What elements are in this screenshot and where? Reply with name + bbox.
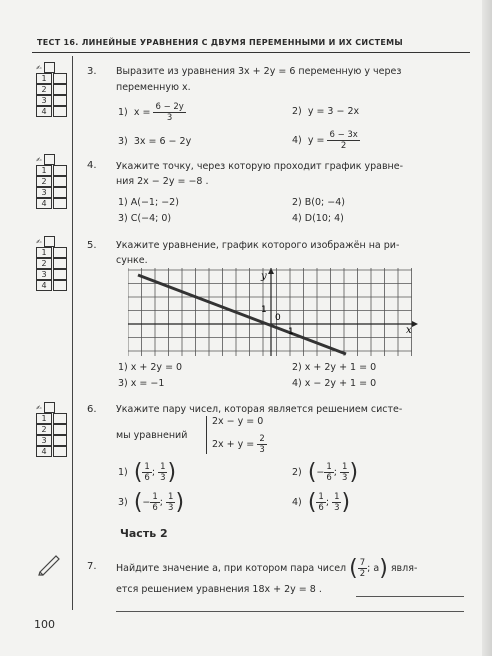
answer-cell[interactable] — [53, 269, 67, 280]
answer-cell[interactable] — [53, 446, 67, 457]
system-brace — [206, 416, 207, 454]
option-4: 4) x − 2y + 1 = 0 — [292, 378, 377, 389]
grid-lines — [128, 268, 412, 356]
answer-checkbox[interactable] — [44, 62, 55, 73]
coordinate-grid-figure — [128, 268, 418, 360]
book-spine-shadow — [482, 0, 492, 656]
question-text: переменную x. — [116, 82, 191, 93]
option-4: 4) ( $\frac{1}{6}$ ; $\frac{1}{3}$ ) — [292, 490, 351, 515]
question-text: Выразите из уравнения 3x + 2y = 6 переменную y через — [116, 66, 402, 77]
question-text: Укажите точку, через которую проходит график уравне- — [116, 161, 404, 172]
option-4: 4) D(10; 4) — [292, 213, 344, 224]
question-text: мы уравнений — [116, 430, 188, 441]
question-number: 4. — [87, 160, 97, 171]
option-number: 2 — [36, 424, 52, 435]
option-number: 2 — [36, 84, 52, 95]
answer-cell[interactable] — [53, 247, 67, 258]
origin-label: 0 — [275, 313, 281, 323]
answer-cell[interactable] — [53, 176, 67, 187]
option-1: 1) ( $\frac{1}{6}$ ; $\frac{1}{3}$ ) — [118, 460, 177, 485]
answer-cell[interactable] — [53, 280, 67, 291]
option-number: 3 — [36, 187, 52, 198]
answer-cell[interactable] — [53, 106, 67, 117]
graph-line — [138, 275, 346, 354]
pencil-check-icon: ✍ — [36, 155, 42, 165]
answer-box-q4 — [36, 154, 67, 209]
option-number: 1 — [36, 165, 52, 176]
pencil-check-icon: ✍ — [36, 63, 42, 73]
option-2: 2) (− $\frac{1}{6}$ ; $\frac{1}{3}$ ) — [292, 460, 359, 485]
option-2: 2) x + 2y + 1 = 0 — [292, 362, 377, 373]
header-rule — [32, 52, 470, 53]
answer-box-q3 — [36, 62, 67, 117]
y-axis-label: y — [261, 271, 267, 282]
x-unit-label: 1 — [288, 327, 294, 337]
pencil-check-icon: ✍ — [36, 237, 42, 247]
option-1: 1) x + 2y = 0 — [118, 362, 183, 373]
answer-cell[interactable] — [53, 424, 67, 435]
system-equation-2: 2x + y = $\frac{2}{3}$ — [212, 434, 265, 455]
option-number: 1 — [36, 413, 52, 424]
option-3: 3) C(−4; 0) — [118, 213, 172, 224]
option-number: 3 — [36, 435, 52, 446]
question-text: Укажите пару чисел, которая является решением систе- — [116, 404, 403, 415]
option-number: 4 — [36, 280, 52, 291]
y-unit-label: 1 — [261, 305, 267, 315]
option-number: 4 — [36, 198, 52, 209]
option-3: 3) x = −1 — [118, 378, 165, 389]
answer-cell[interactable] — [53, 84, 67, 95]
option-number: 2 — [36, 176, 52, 187]
answer-cell[interactable] — [53, 73, 67, 84]
answer-cell[interactable] — [53, 198, 67, 209]
option-2: 2) B(0; −4) — [292, 197, 345, 208]
question-text: сунке. — [116, 255, 148, 266]
y-axis-arrow-icon — [268, 268, 274, 274]
section-title: Часть 2 — [120, 527, 168, 540]
question-number: 7. — [87, 561, 97, 572]
option-1: 1) A(−1; −2) — [118, 197, 179, 208]
answer-cell[interactable] — [53, 165, 67, 176]
answer-box-q5 — [36, 236, 67, 291]
question-text: ется решением уравнения 18x + 2y = 8 . — [116, 584, 322, 595]
x-axis-label: x — [406, 325, 412, 336]
answer-checkbox[interactable] — [44, 236, 55, 247]
question-number: 6. — [87, 404, 97, 415]
option-number: 4 — [36, 106, 52, 117]
x-axis-arrow-icon — [412, 321, 418, 327]
answer-cell[interactable] — [53, 413, 67, 424]
option-number: 4 — [36, 446, 52, 457]
answer-cell[interactable] — [53, 95, 67, 106]
answer-checkbox[interactable] — [44, 402, 55, 413]
answer-cell[interactable] — [53, 187, 67, 198]
question-number: 3. — [87, 66, 97, 77]
option-1: 1) x = $\frac{6 - 2y}{3}$ — [118, 102, 184, 123]
option-number: 3 — [36, 95, 52, 106]
pencil-icon — [36, 550, 62, 576]
option-number: 1 — [36, 247, 52, 258]
margin-rule — [72, 56, 73, 610]
option-number: 1 — [36, 73, 52, 84]
option-2: 2) y = 3 − 2x — [292, 106, 360, 117]
answer-checkbox[interactable] — [44, 154, 55, 165]
answer-line[interactable] — [116, 611, 464, 612]
option-3: 3) 3x = 6 − 2y — [118, 136, 192, 147]
answer-line[interactable] — [356, 596, 464, 597]
answer-cell[interactable] — [53, 435, 67, 446]
question-number: 5. — [87, 240, 97, 251]
answer-cell[interactable] — [53, 258, 67, 269]
pencil-check-icon: ✍ — [36, 403, 42, 413]
option-number: 2 — [36, 258, 52, 269]
option-number: 3 — [36, 269, 52, 280]
system-equation-1: 2x − y = 0 — [212, 416, 264, 427]
question-text: ния 2x − 2y = −8 . — [116, 176, 209, 187]
question-text: Укажите уравнение, график которого изображён на ри- — [116, 240, 400, 251]
option-3: 3) (− $\frac{1}{6}$ ; $\frac{1}{3}$ ) — [118, 490, 185, 515]
option-4: 4) y = $\frac{6 - 3x}{2}$ — [292, 130, 358, 151]
page-number: 100 — [34, 618, 55, 631]
question-text: Найдите значение a, при котором пара чисел ( $\frac{7}{2}$ ; a) явля- — [116, 556, 418, 581]
answer-box-q6 — [36, 402, 67, 457]
page-header: ТЕСТ 16. ЛИНЕЙНЫЕ УРАВНЕНИЯ С ДВУМЯ ПЕРЕМЕННЫМИ И ИХ СИСТЕМЫ — [37, 38, 403, 47]
